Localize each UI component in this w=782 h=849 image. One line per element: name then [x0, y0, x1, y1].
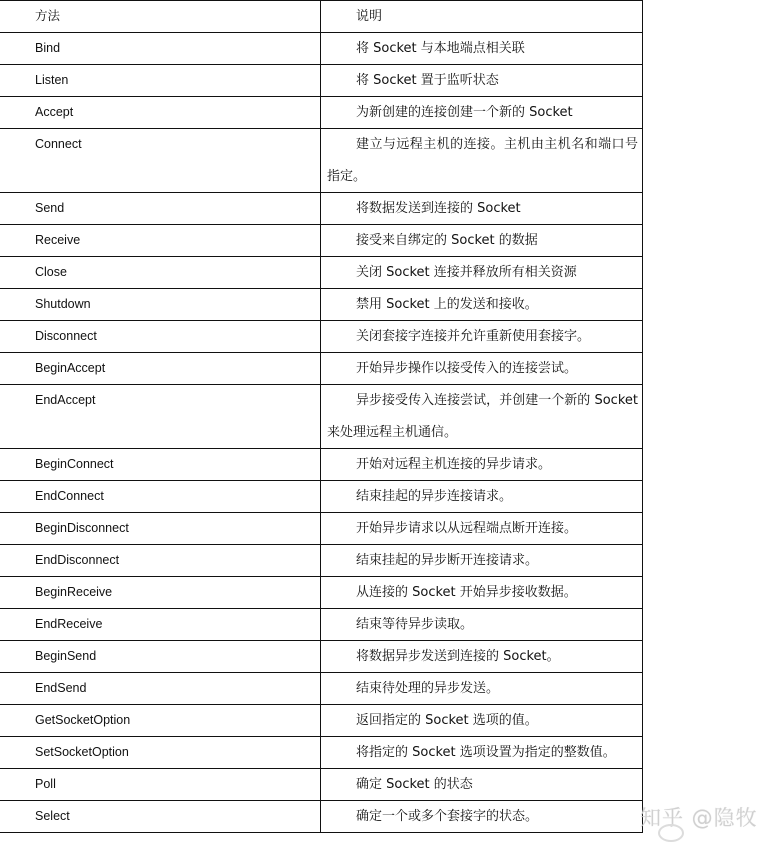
method-description: 接受来自绑定的 Socket 的数据 [321, 225, 643, 257]
table-row [0, 705, 643, 737]
method-description: 结束等待异步读取。 [321, 609, 643, 641]
method-description: 返回指定的 Socket 选项的值。 [321, 705, 643, 737]
method-name: EndAccept [0, 385, 321, 449]
watermark [640, 802, 780, 842]
method-description: 开始对远程主机连接的异步请求。 [321, 449, 643, 481]
method-description: 异步接受传入连接尝试，并创建一个新的 Socket 来处理远程主机通信。 [321, 385, 643, 449]
table-header-row [0, 1, 643, 33]
method-name: Poll [0, 769, 321, 801]
table-row [0, 289, 643, 321]
method-description: 将数据发送到连接的 Socket [321, 193, 643, 225]
method-name: BeginReceive [0, 577, 321, 609]
table-row [0, 257, 643, 289]
method-name: Listen [0, 65, 321, 97]
header-description: 说明 [321, 1, 643, 33]
method-name: Connect [0, 129, 321, 193]
method-description: 关闭套接字连接并允许重新使用套接字。 [321, 321, 643, 353]
table-row [0, 225, 643, 257]
method-name: Shutdown [0, 289, 321, 321]
table-row [0, 129, 643, 193]
method-description: 建立与远程主机的连接。主机由主机名和端口号指定。 [321, 129, 643, 193]
table-row [0, 545, 643, 577]
table-row [0, 673, 643, 705]
table-row [0, 321, 643, 353]
table-row [0, 577, 643, 609]
method-name: Disconnect [0, 321, 321, 353]
method-description: 将数据异步发送到连接的 Socket。 [321, 641, 643, 673]
table-row [0, 609, 643, 641]
method-name: Send [0, 193, 321, 225]
method-name: BeginAccept [0, 353, 321, 385]
method-description: 确定一个或多个套接字的状态。 [321, 801, 643, 833]
method-description: 将 Socket 置于监听状态 [321, 65, 643, 97]
table-row [0, 193, 643, 225]
method-description: 结束挂起的异步断开连接请求。 [321, 545, 643, 577]
table-row [0, 65, 643, 97]
method-description: 为新创建的连接创建一个新的 Socket [321, 97, 643, 129]
watermark-text: 知乎 @隐牧 [640, 806, 758, 830]
method-description: 结束待处理的异步发送。 [321, 673, 643, 705]
method-name: EndSend [0, 673, 321, 705]
method-name: GetSocketOption [0, 705, 321, 737]
table-row [0, 97, 643, 129]
method-description: 开始异步请求以从远程端点断开连接。 [321, 513, 643, 545]
table-row [0, 513, 643, 545]
method-name: Close [0, 257, 321, 289]
method-name: Receive [0, 225, 321, 257]
method-name: EndConnect [0, 481, 321, 513]
method-description: 从连接的 Socket 开始异步接收数据。 [321, 577, 643, 609]
method-name: BeginDisconnect [0, 513, 321, 545]
method-name: BeginSend [0, 641, 321, 673]
method-name: Bind [0, 33, 321, 65]
table-row [0, 353, 643, 385]
method-name: EndReceive [0, 609, 321, 641]
header-method: 方法 [0, 1, 321, 33]
table-row [0, 769, 643, 801]
method-name: EndDisconnect [0, 545, 321, 577]
method-description: 将 Socket 与本地端点相关联 [321, 33, 643, 65]
method-description: 开始异步操作以接受传入的连接尝试。 [321, 353, 643, 385]
table-row [0, 481, 643, 513]
weibo-logo-icon [658, 824, 684, 842]
table-row [0, 737, 643, 769]
method-name: Select [0, 801, 321, 833]
table-row [0, 449, 643, 481]
method-description: 确定 Socket 的状态 [321, 769, 643, 801]
table-row [0, 801, 643, 833]
table-row [0, 33, 643, 65]
method-name: SetSocketOption [0, 737, 321, 769]
method-description: 关闭 Socket 连接并释放所有相关资源 [321, 257, 643, 289]
table-row [0, 641, 643, 673]
table-row [0, 385, 643, 449]
method-description: 将指定的 Socket 选项设置为指定的整数值。 [321, 737, 643, 769]
method-description: 结束挂起的异步连接请求。 [321, 481, 643, 513]
method-name: BeginConnect [0, 449, 321, 481]
method-description: 禁用 Socket 上的发送和接收。 [321, 289, 643, 321]
method-name: Accept [0, 97, 321, 129]
